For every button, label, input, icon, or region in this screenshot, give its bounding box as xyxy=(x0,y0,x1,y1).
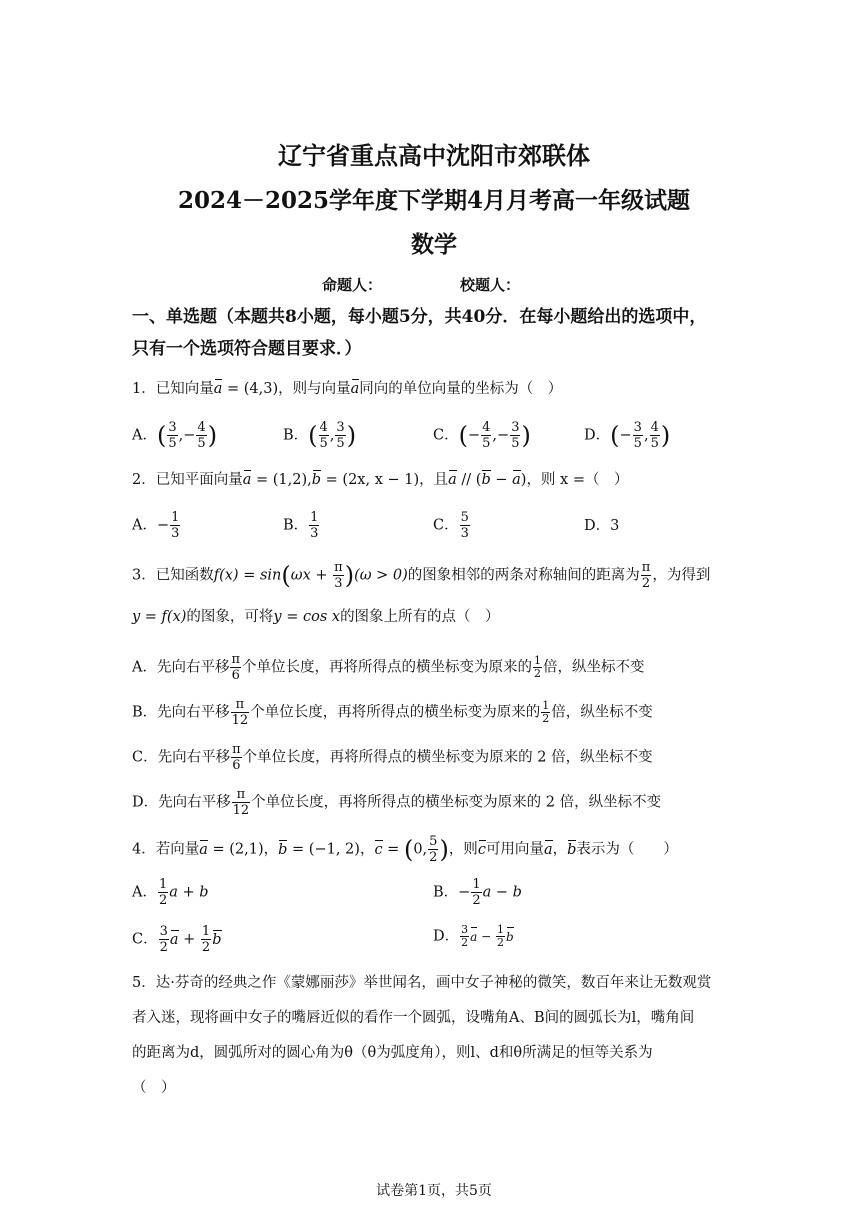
q1-option-a: A．( $\frac{3}{5}$ ,− $\frac{4}{5}$ ) xyxy=(132,420,218,451)
vector-a: a xyxy=(214,378,223,400)
q3-option-a: A．先向右平移 $\frac{\pi}{6}$ 个单位长度，再将所得点的横坐标变为原来的 $\frac{1}{2}$ 倍，纵坐标不变 xyxy=(132,652,645,683)
q2-option-b: B． $\frac{1}{3}$ xyxy=(283,510,319,541)
q1-option-c: C．(− $\frac{4}{5}$ ,− $\frac{3}{5}$ ) xyxy=(433,420,531,451)
q2-option-a: A．− $\frac{1}{3}$ xyxy=(132,510,180,541)
page-footer: 试卷第1页，共5页 xyxy=(376,1183,492,1199)
q5-line3: 的距离为d，圆弧所对的圆心角为θ（θ为弧度角），则l、d和θ所满足的恒等关系为 xyxy=(132,1045,653,1061)
q2-option-d: D．3 xyxy=(584,518,620,534)
q3-option-c: C．先向右平移 $\frac{\pi}{6}$ 个单位长度，再将所得点的横坐标变为原来的 2 倍，纵坐标不变 xyxy=(132,742,653,773)
q4-option-b: B．− $\frac{1}{2}$ a − b xyxy=(433,877,522,908)
reviewer-label: 校题人： xyxy=(460,276,521,294)
question-4: 4．若向量a = (2,1)，b = (−1, 2)，c = (0, $\frac{5}{2}$ )，则c可用向量a，b表示为（ ） xyxy=(132,834,678,865)
exam-title-line2: 2024－2025学年度下学期4月月考高一年级试题 xyxy=(177,187,691,214)
section-heading-line1: 一、单选题（本题共8小题，每小题5分，共40分．在每小题给出的选项中， xyxy=(132,307,707,327)
question-3-line1: 3．已知函数f(x) = sin(ωx + $\frac{\pi}{3}$ )(ω > 0)的图象相邻的两条对称轴间的距离为 $\frac{\pi}{2}$ ，为得到 xyxy=(132,560,711,591)
exam-title-line1: 辽宁省重点高中沈阳市郊联体 xyxy=(278,141,590,170)
author-label: 命题人： xyxy=(322,276,383,294)
q5-line2: 者入迷，现将画中女子的嘴唇近似的看作一个圆弧，设嘴角A、B间的圆弧长为l，嘴角间 xyxy=(132,1010,695,1026)
section-heading-line2: 只有一个选项符合题目要求．） xyxy=(132,339,362,359)
author-line xyxy=(322,274,520,295)
q2-option-c: C． $\frac{5}{3}$ xyxy=(433,510,469,541)
question-2: 2．已知平面向量a = (1,2),b = (2x, x − 1)，且a // (b − a)，则 x =（ ） xyxy=(132,469,628,491)
q4-option-d: D． $\frac{3}{2}$ a − $\frac{1}{2}$ b xyxy=(433,923,514,949)
question-1: 1．已知向量a = (4,3)，则与向量a同向的单位向量的坐标为（ ） xyxy=(132,378,562,400)
exam-subject: 数学 xyxy=(411,231,457,258)
q4-option-a: A． $\frac{1}{2}$ a + b xyxy=(132,877,209,908)
q5-line1: 5．达·芬奇的经典之作《蒙娜丽莎》举世闻名，画中女子神秘的微笑，数百年来让无数观赏 xyxy=(132,975,712,991)
q3-option-b: B．先向右平移 $\frac{\pi}{12}$ 个单位长度，再将所得点的横坐标变为原来的 $\frac{1}{2}$ 倍，纵坐标不变 xyxy=(132,697,653,728)
q3-option-d: D．先向右平移 $\frac{\pi}{12}$ 个单位长度，再将所得点的横坐标变为原来的 2 倍，纵坐标不变 xyxy=(132,787,662,818)
q1-option-d: D．(− $\frac{3}{5}$ , $\frac{4}{5}$ ) xyxy=(584,420,671,451)
q5-line4: （ ） xyxy=(132,1080,176,1096)
q1-option-b: B．( $\frac{4}{5}$ , $\frac{3}{5}$ ) xyxy=(283,420,357,451)
question-5 xyxy=(132,966,711,1106)
question-3-line2: y = f(x)的图象，可将y = cos x的图象上所有的点（ ） xyxy=(132,609,500,625)
q4-option-c: C． $\frac{3}{2}$ a + $\frac{1}{2}$ b xyxy=(132,924,222,955)
section-heading xyxy=(132,301,752,365)
